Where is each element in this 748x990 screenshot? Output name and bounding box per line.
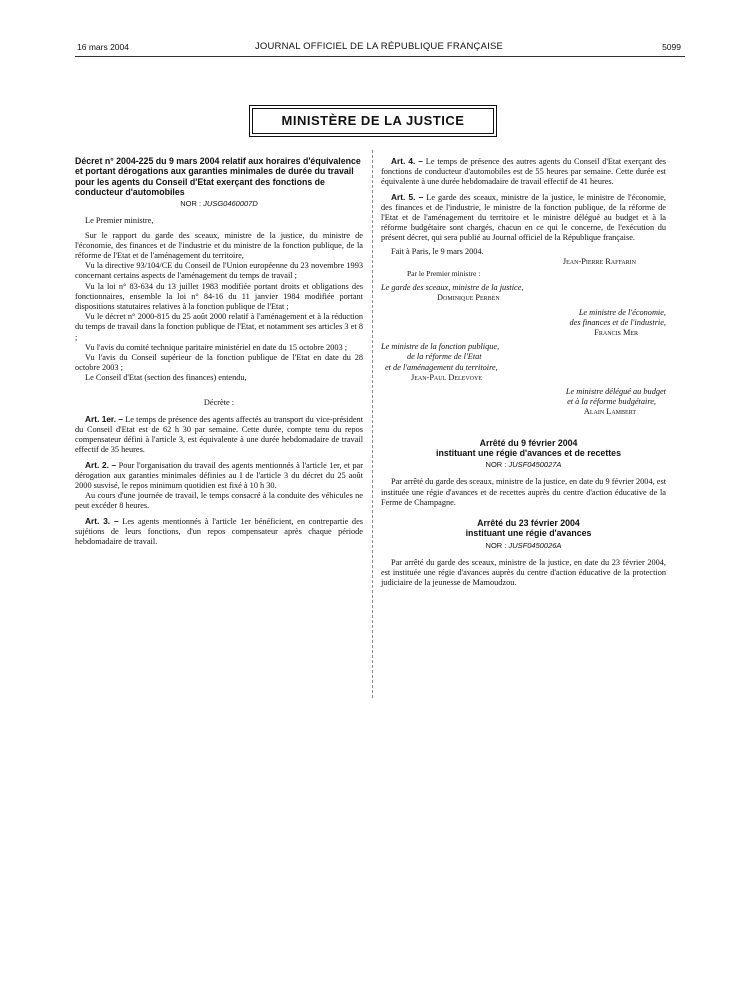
intro-paragraph: Sur le rapport du garde des sceaux, ministre de la justice, du ministre de l'économie, des finances et de l'industrie et du ministre de la fonction publique, de la réforme de l'Etat et de l'aménagement du territoire, [75,230,363,260]
justice-signature [381,283,666,303]
intro-paragraph: Vu l'avis du comité technique paritaire ministériel en date du 15 octobre 2003 ; [85,342,348,352]
intro-paragraph: Le Premier ministre, [85,216,154,226]
nor-label: NOR : [180,199,202,209]
signatory-title: et à la réforme budgétaire, [567,397,656,407]
intro-paragraph: Vu la directive 93/104/CE du Conseil de l'Union européenne du 23 novembre 1993 concernant certains aspects de l'aménagement du temps de travail ; [75,261,363,281]
article-label: Art. 3. – [85,515,119,526]
signatory-name: Dominique Perben [437,293,500,303]
decree-nor [75,199,363,209]
signatory-title: de la réforme de l'Etat [407,352,482,362]
article [381,192,666,244]
article-text: Le temps de présence des autres agents du Conseil d'Etat exerçant des fonctions de conducteur d'automobiles est de 55 heures par semaine. Cette durée est équivalente à une durée hebdomadaire de travail effectif de 41 heures. [381,157,666,187]
intro-paragraph: Vu le décret n° 2000-815 du 25 août 2000 relatif à l'aménagement et à la réduction du temps de travail dans la fonction publique de l'Etat, et notamment ses articles 3 et 8 ; [75,312,363,342]
signatory-title: Le ministre de l'économie, [578,307,666,317]
signatory-name: Jean-Paul Delevoye [411,372,482,382]
arrete-text: Par arrêté du garde des sceaux, ministre de la justice, en date du 9 février 2004, est instituée une régie d'avances et de recettes auprès du centre d'action éducative de la Ferme de Champagne. [381,477,666,507]
nor-code: JUSF0450026A [508,540,562,550]
arrete-1 [381,438,666,508]
intro-paragraph: Le Conseil d'Etat (section des finances) entendu, [85,373,247,383]
article [381,156,666,188]
article-text: Le garde des sceaux, ministre de la justice, le ministre de l'économie, des finances et de l'industrie, le ministre de la fonction publique, de la réforme de l'Etat et de l'aménagement du territoire et le ministre délégué au budget et à la réforme budgétaire sont chargés, chacun en ce qui le concerne, de l'exécution du présent décret, qui sera publié au Journal officiel de la République française. [381,192,666,243]
signatory-title: des finances et de l'industrie, [569,317,666,327]
pm-signature: Jean-Pierre Raffarin [562,256,636,266]
signatory-name: Francis Mer [594,328,638,338]
economy-signature [381,308,666,339]
article-text: Pour l'organisation du travail des agents mentionnés à l'article 1er, et par dérogation aux garanties minimales définies au I de l'article 3 du décret du 25 août 2000 susvisé, le repos minimum quotidien est fixé à 10 h 30. [75,460,364,491]
page-number: 5099 [662,42,681,52]
nor-label: NOR : [485,460,507,470]
article [75,516,363,548]
arrete-title: Arrêté du 23 février 2004 [477,518,580,529]
arrete-nor [381,460,666,470]
article-label: Art. 2. – [85,459,117,470]
decree-title: Décret n° 2004-225 du 9 mars 2004 relatif aux horaires d'équivalence et portant dérogations aux garanties minimales de durée du travail pour les agents du Conseil d'Etat exerçant des fonctions de conducteur d'automobiles [75,156,361,197]
signatory-title: Le ministre délégué au budget [565,387,666,397]
signatory-title: Le garde des sceaux, ministre de la justice, [381,283,524,293]
header-rule [75,56,685,57]
public-service-signature [381,342,666,383]
signatory-name: Alain Lambert [583,407,636,417]
signatory-title: Le ministre de la fonction publique, [381,342,500,352]
article [75,414,363,456]
arrete-nor [381,541,666,551]
article-text: Au cours d'une journée de travail, le temps consacré à la conduite des véhicules ne peut excéder 8 heures. [75,491,363,511]
arrete-subtitle: instituant une régie d'avances et de recettes [436,447,621,458]
arrete-text: Par arrêté du garde des sceaux, ministre de la justice, en date du 23 février 2004, est instituée une régie d'avances auprès du centre d'action éducative de la protection judiciaire de la jeunesse de Mamoudzou. [381,557,666,588]
column-separator [372,150,373,698]
intro-paragraph: Vu l'avis du Conseil supérieur de la fonction publique de l'Etat en date du 28 octobre 2003 ; [75,353,363,373]
pm-by: Par le Premier ministre : [407,269,481,279]
journal-title: JOURNAL OFFICIEL DE LA RÉPUBLIQUE FRANÇAISE [254,41,504,52]
nor-code: JUSF0450027A [508,460,562,470]
article-text: Les agents mentionnés à l'article 1er bénéficient, en contrepartie des sujétions de leurs fonctions, d'un repos compensateur après chaque période hebdomadaire de travail. [75,516,363,547]
intro-paragraph: Vu la loi n° 83-634 du 13 juillet 1983 modifiée portant droits et obligations des fonctionnaires, ensemble la loi n° 84-16 du 11 janvier 1984 modifiée portant dispositions statutaires relatives à la fonction publique de l'Etat ; [75,281,363,312]
arrete-2 [381,518,666,588]
arrete-title: Arrêté du 9 février 2004 [479,437,578,448]
signatory-title: et de l'aménagement du territoire, [385,362,498,372]
right-column [381,156,666,588]
decrete-heading: Décrète : [203,397,235,407]
article [75,460,363,492]
ministry-heading: MINISTÈRE DE LA JUSTICE [252,108,494,134]
left-column [75,156,363,547]
article-label: Art. 1er. – [85,413,124,424]
article-label: Art. 5. – [391,191,424,202]
nor-label: NOR : [485,540,507,550]
article-label: Art. 4. – [391,156,423,166]
arrete-subtitle: instituant une régie d'avances [465,528,592,539]
budget-signature [381,387,666,418]
article [75,491,363,511]
header-date: 16 mars 2004 [77,42,129,52]
nor-code: JUSG0460007D [203,199,258,209]
page-header [77,41,681,55]
fait-a-paris: Fait à Paris, le 9 mars 2004. [391,246,484,256]
article-text: Le temps de présence des agents affectés au transport du vice-président du Conseil d'Etat est de 62 h 30 par semaine. Cette durée, compte tenu du repos compensateur défini à l'article 3, est équivalente à une durée hebdomadaire de travail effectif de 35 heures. [75,414,363,455]
